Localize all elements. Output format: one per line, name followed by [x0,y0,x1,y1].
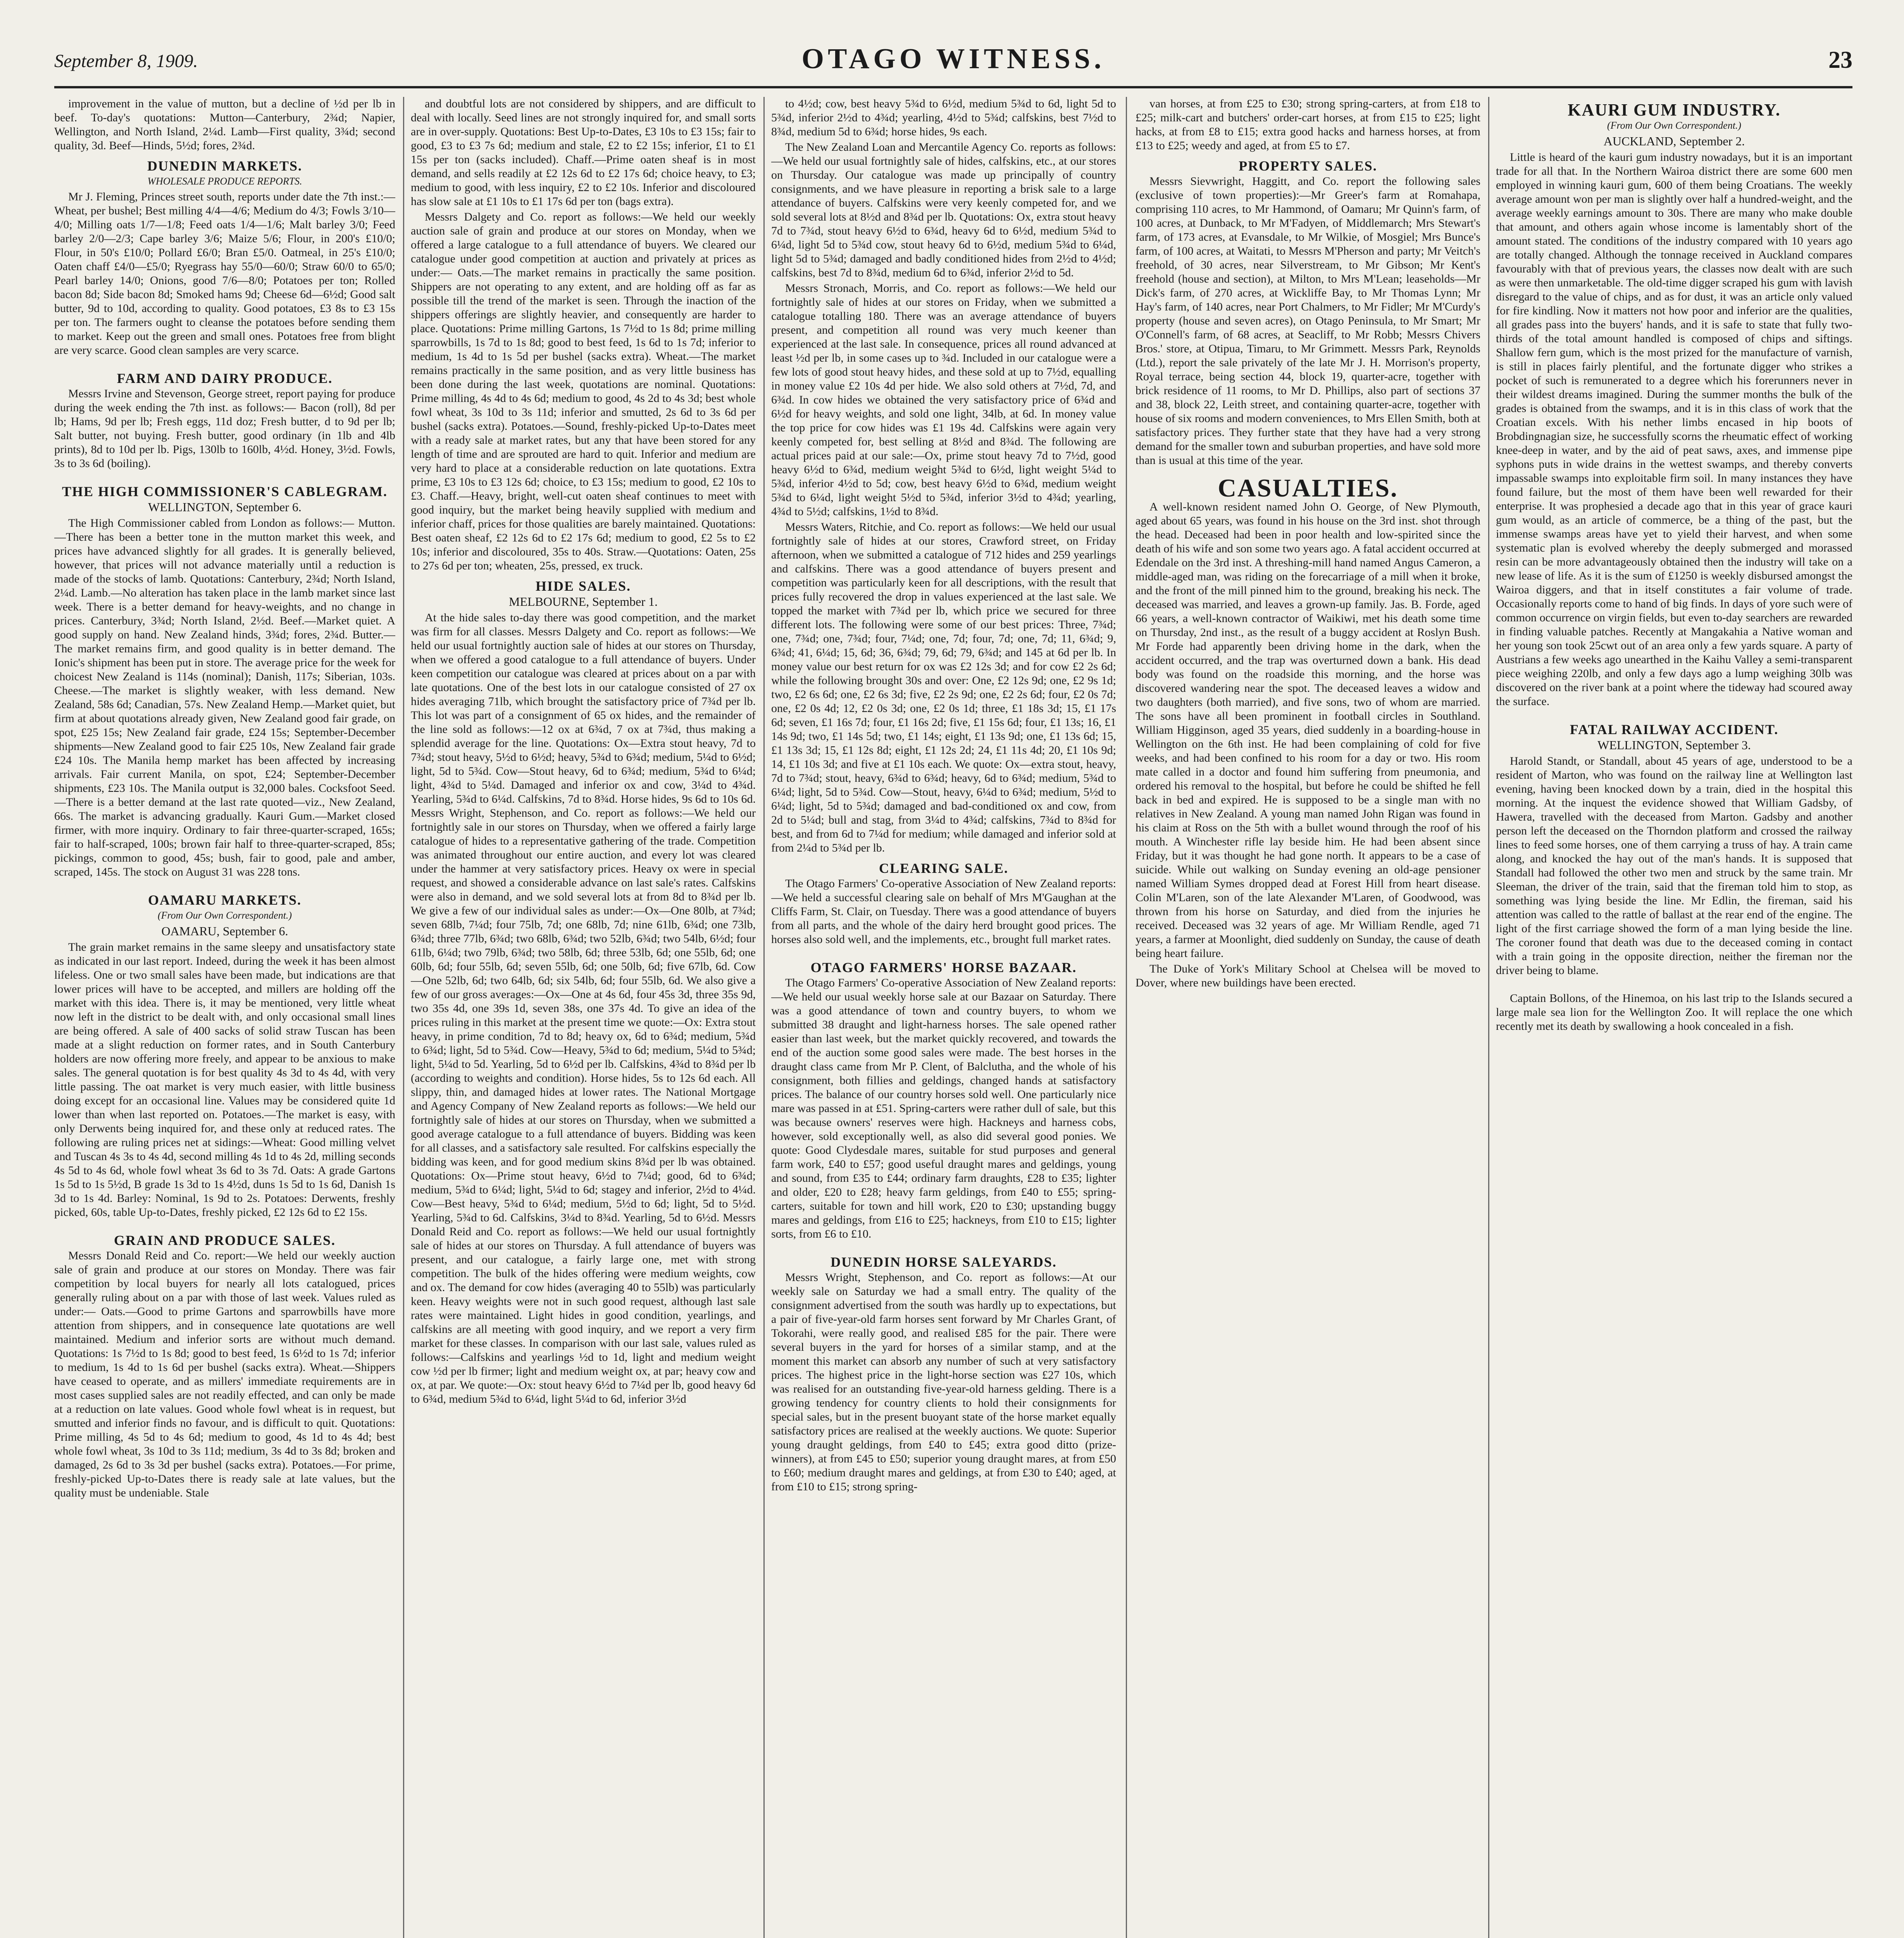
article-body: Little is heard of the kauri gum industry nowadays, but it is an important trade for all that. In the Northern Wairoa district there are some 600 men employed in winning kauri gum, 600 of them being Croatians. The weekly average amount won per man is slightly over half a hundred-weight, and the average weekly earnings amount to 30s. There are many who make double that amount, and others again whose income is lamentably short of the amount stated. The conditions of the industry compared with 10 years ago are totally changed. Although the tonnage received in Auckland compares favourably with that of previous years, the classes now dealt with are such as were then unmarketable. The old-time digger scraped his gum with lavish disregard to the value of chips, and as for dust, it was an article only valued for fire kindling. Now it matters not how poor and inferior are the qualities, all grades pass into the buyers' hands, and it is safe to state that fully two-thirds of the total amount handled is composed of chips and siftings. Shallow fern gum, which is the most prized for the manufacture of varnish, is still in places fairly plentiful, and the fortunate digger who strikes a pocket of such is remunerated to a degree which his forerunners never in their wildest dreams imagined. During the summer months the bulk of the grades is obtained from the swamps, and it is in this class of work that the Croatian excels. With his nether limbs encased in hip boots of Brobdingnagian size, he successfully scorns the rheumatic effect of working knee-deep in water, and by the aid of peat saws, axes, and immense pipe syphons puts in wide drains in the wettest swamps, and thereby converts impassable swamps into exploitable firm soil. In many instances they have found failure, but the most of them have been well rewarded for their enterprise. It was prophesied a decade ago that in this year of grace kauri gum would, as an article of commerce, be a thing of the past, but the immense swamps areas have yet to yield their harvest, and when some systematic plan is evolved whereby the deeply submerged and morassed resin can be more advantageously obtained then the industry will take on a new lease of life. As it is the sum of £1250 is weekly disbursed amongst the Wairoa diggers, and that in itself constitutes a fair volume of trade. Occasionally reports come to hand of big finds. In days of yore such were of common occurrence on virgin fields, but even to-day searchers are rewarded in finding valuable patches. Recently at Mangakahia a Native woman and her young son took 25cwt out of an area only a few yards square. A party of Austrians a few weeks ago unearthed in the Kaihu Valley a semi-transparent piece weighing 220lb, and only a few days ago a lump weighing 30lb was discovered on the river bank at a point where the tideway had scoured away the surface. [1496,151,1852,708]
page-number: 23 [1828,47,1852,73]
article-subheading: (From Our Own Correspondent.) [157,910,292,921]
article-heading: PROPERTY SALES. [1239,158,1377,174]
article-dateline: AUCKLAND, September 2. [1603,134,1745,148]
article-heading: GRAIN AND PRODUCE SALES. [114,1233,336,1248]
article-dateline: WELLINGTON, September 3. [1597,738,1751,752]
column-1 [54,97,395,1938]
article-grain-produce [54,1233,395,1500]
article-heading: KAURI GUM INDUSTRY. [1568,100,1781,119]
article-body: Messrs Donald Reid and Co. report:—We held our weekly auction sale of grain and produce at our stores on Monday. There was fair competition by local buyers for nearly all lots catalogued, prices generally ruling about on a par with those of last week. Values ruled as under:— Oats.—Good to prime Gartons and sparrowbills have more attention from shippers, and in consequence late quotations are well maintained. Medium and inferior sorts are without much demand. Quotations: 1s 7½d to 1s 8d; good to best feed, 1s 6½d to 1s 7d; inferior to medium, 1s 4d to 1s 6d per bushel (sacks extra). Wheat.—Shippers have ceased to operate, and as millers' immediate requirements are in most cases supplied sales are not readily effected, and can only be made at a reduction on late values. Good whole fowl wheat is in request, but smutted and inferior finds no favour, and is difficult to quit. Quotations: Prime milling, 4s 5d to 4s 6d; medium to good, 4s 1d to 4s 4d; best whole fowl wheat, 3s 10d to 3s 11d; medium, 3s 4d to 3s 8d; broken and damaged, 2s 6d to 3s 3d per bushel (sacks extra). Potatoes.—For prime, freshly-picked Up-to-Dates there is ready sale at late values, but the quality must be undeniable. Stale [54,1249,395,1499]
article-oamaru-markets [54,893,395,1219]
article-note: The Duke of York's Military School at Chelsea will be moved to Dover, where new buildings have been erected. [1136,962,1480,989]
article-horse-bazaar [771,960,1116,1241]
article-dateline: OAMARU, September 6. [161,924,288,938]
article-high-commissioner [54,484,395,879]
article-body: The High Commissioner cabled from London as follows:— Mutton.—There has been a better tone in the mutton market this week, and prices have advanced slightly for all grades. It is generally believed, however, that prices will not advance materially until a reduction is made of the stocks of lamb. Quotations: Canterbury, 2¾d; North Island, 2¼d. Lamb.—No alteration has taken place in the lamb market since last week. There is a better demand for heavy-weights, and no change in prices. Canterbury, 3¾d; North Island, 2½d. Beef.—Market quiet. A good supply on hand. New Zealand hinds, 3¾d; fores, 2¾d. Butter.—The market remains firm, and good quality is in better demand. The Ionic's shipment has been put in store. The average price for the week for choicest New Zealand is 114s (nominal); Danish, 117s; Siberian, 103s. Cheese.—The market is slightly weaker, with less demand. New Zealand, 58s 6d; Canadian, 57s. New Zealand Hemp.—Market quiet, but firm at about quotations already given, New Zealand good fair grade, on spot, £25 15s; New Zealand fair grade, £24 15s; September-December shipments—New Zealand good to fair £25 10s, New Zealand fair grade £24 10s. The Manila hemp market has been affected by increasing arrivals. Fair current Manila, on spot, £24; September-December shipments, £23 10s. The Manila output is 32,000 bales. Cocksfoot Seed.—There is a better demand at the last rate quoted—viz., New Zealand, 66s. The market is advancing gradually. Kauri Gum.—Market closed firmer, with more inquiry. Ordinary to fair three-quarter-scraped, 165s; fair to half-scraped, 100s; brown fair half to three-quarter-scraped, 85s; pickings, common to good, 45s; bush, fair to good, pale and amber, scraped, 145s. The stock on August 31 was 228 tons. [54,517,395,878]
article-body: Messrs Waters, Ritchie, and Co. report as follows:—We held our usual fortnightly sale of hides at our stores, Crawford street, on Friday afternoon, when we submitted a catalogue of 712 hides and 259 yearlings and calfskins. There was a good attendance of buyers present and competition was particularly keen for all descriptions, with the result that prices fully recovered the drop in values experienced at the last sale. We topped the market with 7¾d per lb, which price we secured for three different lots. The following were some of our best prices: Three, 7¾d; one, 7¾d; one, 7¾d; four, 7¼d; one, 7d; four, 7d; one, 7d; 11, 6¾d; 9, 6¾d; 41, 6¼d; 15, 6d; 36, 6¾d; 79, 6d; 79, 6¾d; and 145 at 6d per lb. In money value our best return for ox was £2 12s 3d; and for cow £2 2s 6d; while the following brought 30s and over: One, £2 12s 9d; one, £2 9s 1d; two, £2 6s 6d; one, £2 6s 3d; five, £2 2s 9d; one, £2 2s 6d; four, £2 0s 7d; one, £2 0s 4d; 12, £2 0s 3d; one, £2 0s 1d; three, £1 18s 3d; 15, £1 17s 6d; seven, £1 16s 7d; four, £1 16s 2d; five, £1 15s 6d; four, £1 13s; 16, £1 14s 9d; two, £1 14s 5d; two, £1 14s; eight, £1 13s 9d; one, £1 13s 6d; 15, £1 13s 3d; 15, £1 12s 8d; eight, £1 12s 2d; 24, £1 11s 4d; 20, £1 10s 9d; 14, £1 10s 3d; and five at £1 10s each. We quote: Ox—extra stout, heavy, 7d to 7¾d; stout, heavy, 6¾d to 6¾d; heavy, 6d to 6¾d; medium, 5¾d to 6¼d; light, 5d to 5¾d. Cow—Stout, heavy, 6¼d to 6¾d; medium, 5½d to 6¼d; light, 5d to 5¾d; damaged and bad-conditioned ox and cow, from 2d to 5¼d; bull and stag, from 3¼d to 4¾d; calfskins, 7¾d to 8¾d for best, and from 6d to 7¼d for medium; while damaged and inferior sold at from 2¼d to 5¾d per lb. [771,521,1116,854]
article-heading: DUNEDIN HORSE SALEYARDS. [831,1254,1057,1270]
article-heading: THE HIGH COMMISSIONER'S CABLEGRAM. [62,484,388,499]
article-heading: DUNEDIN MARKETS. [147,158,303,174]
article-heading: OAMARU MARKETS. [148,892,302,908]
issue-date: September 8, 1909. [54,51,198,71]
article-body: The Otago Farmers' Co-operative Association of New Zealand reports:—We held a successful clearing sale on behalf of Mrs M'Gaughan at the Cliffs Farm, St. Clair, on Tuesday. There was a good attendance of buyers from all parts, and the whole of the dairy herd brought good prices. The horses also sold well, and the implements, etc., brought full market rates. [771,877,1116,946]
column-divider [763,97,765,1938]
article-heading: FARM AND DAIRY PRODUCE. [117,371,333,386]
article-casualties [1136,474,1480,990]
article-body: Messrs Stronach, Morris, and Co. report as follows:—We held our fortnightly sale of hides at our stores on Friday, when we submitted a catalogue totalling 180. There was an average attendance of buyers present, and competition all round was very much keener than experienced at the last sale. In consequence, prices all round advanced at least ½d per lb, in some cases up to ¾d. Included in our catalogue were a few lots of good stout heavy hides, and these sold at up to 7½d, equalling in money value £2 10s 4d per hide. We also sold others at 7½d, 7d, and 6¾d. In cow hides we obtained the very satisfactory price of 6¾d and 6½d for heavy weights, and sold one light, 34lb, at 6d. In money value the top price for cow hides was £1 19s 4d. Calfskins were again very keenly competed for, best selling at 8½d and 8¾d. The following are actual prices paid at our sale:—Ox, prime stout heavy 7d to 7½d, good heavy 6½d to 6¾d, medium weight 5¾d to 6½d, light weight 5¼d to 5¾d, inferior 4½d to 5d; cow, best heavy 6½d to 6¾d, medium weight 5¾d to 6¼d, light weight 5½d to 5¾d, inferior 3½d to 4¾d; yearling, 4¾d to 5½d; calfskins, 1½d to 8¾d. [771,282,1116,518]
page-header [54,43,1852,78]
article-body: A well-known resident named John O. George, of New Plymouth, aged about 65 years, was found in his house on the 3rd inst. shot through the head. Deceased had been in poor health and low-spirited since the death of his wife and son some two years ago. A fatal accident occurred at Edendale on the 3rd inst. A threshing-mill hand named Angus Cameron, a middle-aged man, was riding on the forecarriage of a mill when it broke, and the front of the mill pinned him to the ground, breaking his neck. The deceased was married, and leaves a grown-up family. Jas. B. Forde, aged 66 years, a well-known contractor of Waikiwi, met his death some time on Thursday, 2nd inst., as the result of a buggy accident at Roslyn Bush. Mr Forde had apparently been driving home in the dark, when the accident occurred, and the trap was overturned down a bank. His dead body was found on the roadside this morning, and the horse was discovered wandering near the spot. The deceased leaves a widow and two daughters (both married), and five sons, two of whom are married. The sons have all been prominent in football circles in Southland. William Higginson, aged 35 years, died suddenly in a boarding-house in Wellington on the 6th inst. He had been complaining of cold for five weeks, and had been confined to his room for a day or two. His room mate called in a doctor and found him suffering from pneumonia, and ordered his removal to the hospital, but before he could be shifted he fell back in bed and expired. He is supposed to be a single man with no relatives in New Zealand. A young man named John Rigan was found in his claim at Ross on the 5th with a bullet wound through the roof of his mouth. A Winchester rifle lay beside him. He had been absent since Friday, but it was thought he had gone north. It appears to be a case of suicide. While out walking on Sunday evening an old-age pensioner named William Symes dropped dead at Forest Hill from heart disease. Colin M'Laren, son of the late Alexander M'Laren, of Goodwood, was thrown from his horse on Saturday, and died from the injuries he received. Deceased was 32 years of age. Mr William Rendle, aged 71 years, a farmer at Moonlight, died suddenly on Sunday, the cause of death being heart failure. [1136,500,1480,960]
article-clearing-sale [771,861,1116,947]
article-dateline: WELLINGTON, September 6. [148,500,302,514]
article-continued: van horses, at from £25 to £30; strong spring-carters, at from £18 to £25; milk-cart and butchers' order-cart horses, at from £15 to £25; light hacks, at from £8 to £15; extra good hacks and harness horses, at from £13 to £25; weedy and aged, at from £5 to £7. [1136,97,1480,152]
article-continued: to 4½d; cow, best heavy 5¾d to 6½d, medium 5¾d to 6d, light 5d to 5¾d, inferior 2½d to 4¾d; yearling, 4½d to 5¾d; calfskins, best 7½d to 8¾d, medium 5d to 6¾d; horse hides, 9s each. [771,97,1116,138]
article-subheading: (From Our Own Correspondent.) [1607,120,1742,131]
article-continued: improvement in the value of mutton, but a decline of ½d per lb in beef. To-day's quotations: Mutton—Canterbury, 2¾d; Napier, Wellington, and North Island, 2¼d. Lamb—First quality, 3¾d; second quality, 3d. Beef—Hinds, 5½d; fores, 2¾d. [54,97,395,152]
column-2 [411,97,756,1938]
article-body: The grain market remains in the same sleepy and unsatisfactory state as indicated in our last report. Indeed, during the week it has been almost lifeless. One or two small sales have been made, but indications are that lower prices will have to be accepted, and millers are holding off the market with this idea. There is, it may be mentioned, very little wheat now left in the district to be dealt with, and only occasional small lines are being offered. A sale of 400 sacks of solid straw Tuscan has been made at a slight reduction on former rates, and in South Canterbury holders are now offering more freely, and appear to be anxious to make sales. The general quotation is for best quality 4s 3d to 4s 4d, with very little passing. The oat market is very much easier, with little business doing except for an occasional line. Values may be considered quite 1d lower than when last reported on. Potatoes.—The market is easy, with only Derwents being inquired for, and these only at reduced rates. The following are ruling prices net at sidings:—Wheat: Good milling velvet and Tuscan 4s 3s to 4s 4d, second milling 4s 1d to 4s 2d, milling seconds 4s 5d to 4s 6d, whole fowl wheat 3s 6d to 3s 7d. Oats: A grade Gartons 1s 5d to 1s 5½d, B grade 1s 3d to 1s 4½d, duns 1s 5d to 1s 6d, Danish 1s 3d to 1s 4d. Barley: Nominal, 1s 9d to 2s. Potatoes: Derwents, freshly picked, 60s, table Up-to-Dates, freshly picked, £2 12s 6d to £2 15s. [54,941,395,1219]
article-dunedin-horse-saleyards [771,1255,1116,1494]
article-fatal-railway [1496,722,1852,978]
article-note: Captain Bollons, of the Hinemoa, on his last trip to the Islands secured a large male sea lion for the Wellington Zoo. It will replace the one which recently met its death by swallowing a hook concealed in a fish. [1496,992,1852,1033]
article-heading: FATAL RAILWAY ACCIDENT. [1570,722,1779,737]
article-kauri-gum [1496,100,1852,709]
article-property-sales [1136,159,1480,467]
column-3 [771,97,1116,1938]
masthead-title: OTAGO WITNESS. [801,43,1105,75]
article-body: Messrs Irvine and Stevenson, George street, report paying for produce during the week ending the 7th inst. as follows:— Bacon (roll), 8d per lb; Hams, 9d per lb; Fresh eggs, 11d doz; Fresh butter, d to 9d per lb; Salt butter, not buying. Fresh butter, good ordinary (in 1lb and 4lb prints), 8d to 10d per lb. Pigs, 130lb to 160lb, 4½d. Honey, 3½d. Fowls, 3s to 3s 6d (boiling). [54,387,395,470]
article-continued: and doubtful lots are not considered by shippers, and are difficult to deal with locally. Seed lines are not strongly inquired for, and small sorts are in over-supply. Quotations: Best Up-to-Dates, £3 10s to £3 15s; fair to good, £3 to £3 7s 6d; medium and stale, £2 to £2 15s; inferior, £1 to £1 15s per ton (sacks included). Chaff.—Prime oaten sheaf is in most demand, and sells readily at £2 12s 6d to £2 17s 6d; choice heavy, to £3; medium to good, with less inquiry, £2 to £2 10s. Inferior and discoloured has slow sale at £1 10s to £1 17s 6d per ton (bags extra). [411,97,756,208]
column-5 [1496,97,1852,1938]
article-body: At the hide sales to-day there was good competition, and the market was firm for all classes. Messrs Dalgety and Co. report as follows:—We held our usual fortnightly auction sale of hides at our stores on Thursday, when we offered a good catalogue to a full attendance of buyers. Under keen competition our catalogue was cleared at prices about on a par with late quotations. One of the best lots in our catalogue consisted of 27 ox hides averaging 71lb, which brought the satisfactory price of 7¾d per lb. This lot was part of a consignment of 65 ox hides, and the remainder of the line sold as follows:—12 ox at 6¾d, 7 ox at 7¾d, thus making a splendid average for the line. Quotations: Ox—Extra stout heavy, 7d to 7¾d; stout heavy, 5½d to 6½d; heavy, 5¾d to 6¾d; medium, 5¼d to 6½d; light, 5d to 5¾d. Cow—Stout heavy, 6d to 6¾d; medium, 5¾d to 6¼d; light, 4¾d to 5¼d. Damaged and inferior ox and cow, 3¼d to 4¾d. Yearling, 5¾d to 6¼d. Calfskins, 7d to 8¾d. Horse hides, 9s 6d to 10s 6d. Messrs Wright, Stephenson, and Co. report as follows:—We held our fortnightly sale in our stores on Thursday, when we offered a fairly large catalogue of hides to a representative gathering of the trade. Competition was animated throughout our entire auction, and every lot was cleared under the hammer at very satisfactory prices. Heavy ox were in special request, and showed a considerable advance on last sale's rates. Calfskins were also in demand, and we sold several lots at from 8d to 8¾d per lb. We give a few of our individual sales as under:—Ox—One 80lb, at 7¾d; seven 68lb, 7¼d; four 75lb, 7d; one 68lb, 7d; nine 61lb, 6¾d; one 73lb, 6¾d; three 77lb, 6¾d; two 68lb, 6¾d; two 52lb, 6¾d; two 54lb, 6½d; four 61lb, 6¼d; two 79lb, 6¾d; two 58lb, 6d; three 53lb, 6d; one 55lb, 6d; one 60lb, 6d; four 55lb, 6d; seven 55lb, 6d; one 50lb, 6d; five 67lb, 6d. Cow—One 52lb, 6d; two 64lb, 6d; six 54lb, 6d; four 55lb, 6d. We also give a few of our gross averages:—Ox—One at 4s 6d, four 45s 3d, three 35s 9d, two 35s 4d, one 39s 1d, seven 38s, one 37s 4d. To give an idea of the prices ruling in this market at the present time we quote:—Ox: Extra stout heavy, in prime condition, 7d to 8d; heavy ox, 6d to 6¾d; medium, 5¾d to 6¾d; light, 5d to 5¾d. Cow—Heavy, 5¾d to 6d; medium, 5¼d to 5¾d; light, 5¼d to 5d. Yearling, 5d to 6½d per lb. Calfskins, 4¾d to 8¾d per lb (according to weights and condition). Horse hides, 5s to 12s 6d each. All slippy, thin, and damaged hides at lower rates. The National Mortgage and Agency Company of New Zealand reports as follows:—We held our fortnightly sale of hides at our stores on Thursday, when we submitted a good average catalogue to a full attendance of buyers. Bidding was keen for all classes, and a satisfactory sale resulted. For calfskins especially the bidding was keen, and for good medium skins 8¾d per lb was obtained. Quotations: Ox—Prime stout heavy, 6½d to 7¼d; good, 6d to 6¾d; medium, 5¾d to 6¼d; light, 5¼d to 6d; stagey and inferior, 2½d to 4¼d. Cow—Best heavy, 5¾d to 6¼d; medium, 5½d to 6d; light, 5d to 5½d. Yearling, 5¾d to 6d. Calfskins, 3¼d to 8¾d. Yearling, 5d to 6½d. Messrs Donald Reid and Co. report as follows:—We held our usual fortnightly sale of hides at our stores on Thursday. A full attendance of buyers was present, and our catalogue, a fairly large one, met with strong competition. The bulk of the hides offering were medium weights, cow and ox. The demand for cow hides (averaging 40 to 55lb) was particularly keen. Heavy weights were not in such good request, although last sale rates were maintained. Light hides in good condition, yearlings, and calfskins are all meeting with good inquiry, and we report a very firm market for these classes. In comparison with our last sale, values ruled as follows:—Calfskins and yearlings ½d to 1d, light and medium weight cow ½d per lb firmer; light and medium weight ox, at par; heavy cow and ox, at par. We quote:—Ox: stout heavy 6½d to 7¼d per lb, good heavy 6d to 6¾d, medium 5¾d to 6¼d, light 5¼d to 6d, inferior 3½d [411,611,756,1405]
column-divider [403,97,404,1938]
header-rule [54,86,1852,88]
article-dunedin-markets [54,159,395,357]
article-body: Messrs Dalgety and Co. report as follows:—We held our weekly auction sale of grain and produce at our stores on Monday, when we offered a large catalogue to a full attendance of buyers. We cleared our catalogue under good competition at auction and privately at prices as under:— Oats.—The market remains in practically the same position. Shippers are not operating to any extent, and are holding off as far as possible till the trend of the market is seen. Through the inaction of the shippers offerings are slightly heavier, and consequently are harder to place. Quotations: Prime milling Gartons, 1s 7½d to 1s 8d; prime milling sparrowbills, 1s 7d to 1s 8d; good to best feed, 1s 6d to 1s 7d; inferior to medium, 1s 4d to 1s 5d per bushel (sacks extra). Wheat.—The market remains practically in the same position, and as very little business has been done during the last week, quotations are nominal. Quotations: Prime milling, 4s 4d to 4s 6d; medium to good, 4s 2d to 4s 3d; best whole fowl wheat, 3s 10d to 3s 11d; inferior and smutted, 2s 6d to 3s 6d per bushel (sacks extra). Potatoes.—Sound, freshly-picked Up-to-Dates meet with a ready sale at market rates, but any that have been stored for any length of time and are sprouted are hard to quit. Inferior and medium are very hard to place at a considerable reduction on late quotations. Extra prime, £3 10s to £3 12s 6d; choice, to £3 15s; medium to good, £2 10s to £3. Chaff.—Heavy, bright, well-cut oaten sheaf continues to meet with good inquiry, but the market being heavily supplied with medium and inferior chaff, prices for those qualities are barely maintained. Quotations: Best oaten sheaf, £2 12s 6d to £2 17s 6d; medium to good, £2 5s to £2 10s; inferior and discoloured, 35s to 40s. Straw.—Quotations: Oaten, 25s to 27s 6d per ton; wheaten, 25s, pressed, ex truck. [411,210,756,572]
column-divider [1488,97,1489,1938]
article-dateline: MELBOURNE, September 1. [509,595,658,609]
article-heading: CASUALTIES. [1218,474,1398,502]
article-heading: OTAGO FARMERS' HORSE BAZAAR. [810,960,1077,975]
article-body: Messrs Wright, Stephenson, and Co. report as follows:—At our weekly sale on Saturday we had a small entry. The quality of the consignment advertised from the south was hardly up to expectations, but a pair of five-year-old farm horses sent forward by Mr Charles Grant, of Tokorahi, were really good, and realised £85 for the pair. There were several buyers in the yard for horses of a similar stamp, and at the moment this market can absorb any number of such at very satisfactory prices. The highest price in the light-horse section was £27 10s, which was realised for an outstanding five-year-old harness gelding. There is a growing tendency for country clients to hold their consignments for special sales, but in the present buoyant state of the horse market equally satisfactory prices are realised at the weekly auctions. We quote: Superior young draught geldings, from £40 to £45; extra good ditto (prize-winners), at from £45 to £50; superior young draught mares, at from £50 to £60; medium draught mares and geldings, at from £30 to £40; aged, at from £10 to £15; strong spring- [771,1271,1116,1493]
article-farm-dairy [54,371,395,471]
article-heading: HIDE SALES. [535,578,631,594]
article-subheading: WHOLESALE PRODUCE REPORTS. [147,176,302,187]
article-body: Harold Standt, or Standall, about 45 years of age, understood to be a resident of Marton, who was found on the railway line at Wellington last evening, having been knocked down by a train, died in the hospital this morning. At the inquest the evidence showed that William Gadsby, of Hawera, travelled with the deceased from Marton. Gadsby and another person left the deceased on the Thorndon platform and crossed the railway lines to feed some horses, one of them carrying a truss of hay. A train came along, and knocked the hay out of the man's hands. It is supposed that Standall had followed the other two men and struck by the same train. Mr Sleeman, the driver of the train, said that the fireman told him to stop, as something was lying beside the line. Mr Edlin, the fireman, said his attention was called to the rattle of ballast at the rear end of the engine. The light of the first carriage showed the form of a man lying beside the line. The coroner found that death was due to the deceased coming in contact with a train going in the opposite direction, neither the fireman nor the driver being to blame. [1496,755,1852,977]
article-body: The Otago Farmers' Co-operative Association of New Zealand reports:—We held our usual weekly horse sale at our Bazaar on Saturday. There was a good attendance of town and country buyers, to whom we submitted 38 draught and light-harness horses. The sale opened rather easier than last week, but the market quickly recovered, and towards the end of the auction some good sales were made. The best horses in the draught class came from Mr P. Clent, of Balclutha, and the whole of his consignment, both fillies and geldings, changed hands at satisfactory prices. The balance of our country horses sold well. One particularly nice mare was passed in at £51. Spring-carters were rather dull of sale, but this was because owners' reserves were high. Hackneys and harness cobs, however, sold exceptionally well, as also did several good ponies. We quote: Good Clydesdale mares, suitable for stud purposes and general farm work, £40 to £57; good useful draught mares and geldings, young and sound, from £35 to £44; ordinary farm draughts, £28 to £35; lighter and older, £20 to £28; heavy farm geldings, from £40 to £55; spring-carters, suitable for town and hill work, £20 to £30; upstanding buggy mares and geldings, from £16 to £25; hackneys, from £10 to £15; lighter sorts, from £6 to £10. [771,976,1116,1240]
article-body: The New Zealand Loan and Mercantile Agency Co. reports as follows:—We held our usual fortnightly sale of hides, calfskins, etc., at our stores on Thursday. Our catalogue was made up principally of country consignments, and we have pleasure in reporting a brisk sale to a large attendance of buyers. Calfskins were very keenly competed for, and we sold several lots at 8½d and 8¾d per lb. Quotations: Ox, extra stout heavy 7d to 7¾d, stout heavy 6½d to 6¾d, heavy 6d to 6½d, medium 5¾d to 6¼d, light 5d to 5¾d cow, stout heavy 6d to 6½d, medium 5¾d to 6¼d, light 5d to 5¾d; damaged and badly conditioned hides from 2½d to 4½d; calfskins, best 7d to 8¾d, medium 6d to 6¾d, inferior 2½d to 5d. [771,141,1116,279]
column-4 [1136,97,1480,1938]
article-body: Mr J. Fleming, Princes street south, reports under date the 7th inst.:— Wheat, per bushel; Best milling 4/4—4/6; Medium do 4/3; Fowls 3/10—4/0; Milling oats 1/7—1/8; Feed oats 1/4—1/6; Malt barley 3/0; Feed barley 2/0—2/3; Cape barley 3/6; Maize 5/6; Flour, in 200's £10/0; Flour, in 50's £10/0; Pollard £6/0; Bran £5/0. Oatmeal, in 25's £10/0; Oaten chaff £4/0—£5/0; Ryegrass hay 55/0—60/0; Straw 60/0 to 65/0; Pearl barley 14/0; Onions, good 7/6—8/0; Potatoes per ton; Rolled bacon 8d; Side bacon 8d; Smoked hams 9d; Cheese 6d—6½d; Good salt butter, 9d to 10d, according to quality. Good potatoes, £3 8s to £3 15s per ton. The farmers ought to cleanse the potatoes before sending them to market. Keep out the green and small ones. Potatoes free from blight are very scarce. Good clean samples are very scarce. [54,190,395,357]
article-body: Messrs Sievwright, Haggitt, and Co. report the following sales (exclusive of town properties):—Mr Greer's farm at Romahapa, comprising 110 acres, to Mr Hammond, of Oamaru; Mr Quinn's farm, of 100 acres, at Dunback, to Mr M'Fadyen, of Middlemarch; Mrs Stewart's farm, of 173 acres, at Evansdale, to Mr Wilkie, of Mosgiel; Mrs Bunce's farm, of 100 acres, at Waitati, to Messrs M'Pherson and party; Mr Veitch's freehold, of 30 acres, near Silverstream, to Mr Gibson; Mr Kent's freehold (house and section), at Milton, to Mrs M'Lean; leaseholds—Mr Dick's farm, of 270 acres, at Wickliffe Bay, to Mr Thomas Lynn; Mr Hay's farm, of 140 acres, near Port Chalmers, to Mr Fidler; Mr M'Curdy's property (house and seven acres), on Otago Peninsula, to Mr Smart; Mr O'Connell's farm, of 68 acres, at Seacliff, to Mr Robb; Messrs Chivers Bros.' store, at Otipua, Timaru, to Mr Grimmett. Messrs Park, Reynolds (Ltd.), report the sale privately of the late Mr J. H. Morrison's property, Royal terrace, being section 44, block 19, quarter-acre, together with brick residence of 11 rooms, to Mr D. Phillips, also part of sections 37 and 38, block 22, Leith street, and containing quarter-acre, together with house of six rooms and modern conveniences, to Mrs Ellen Smith, both at satisfactory prices. They further state that they have had a very strong demand for the smaller town and suburban properties, and have sold more than is usual at this time of the year. [1136,175,1480,467]
column-divider [1126,97,1127,1938]
article-heading: CLEARING SALE. [879,860,1009,876]
article-hide-sales [411,579,756,1406]
